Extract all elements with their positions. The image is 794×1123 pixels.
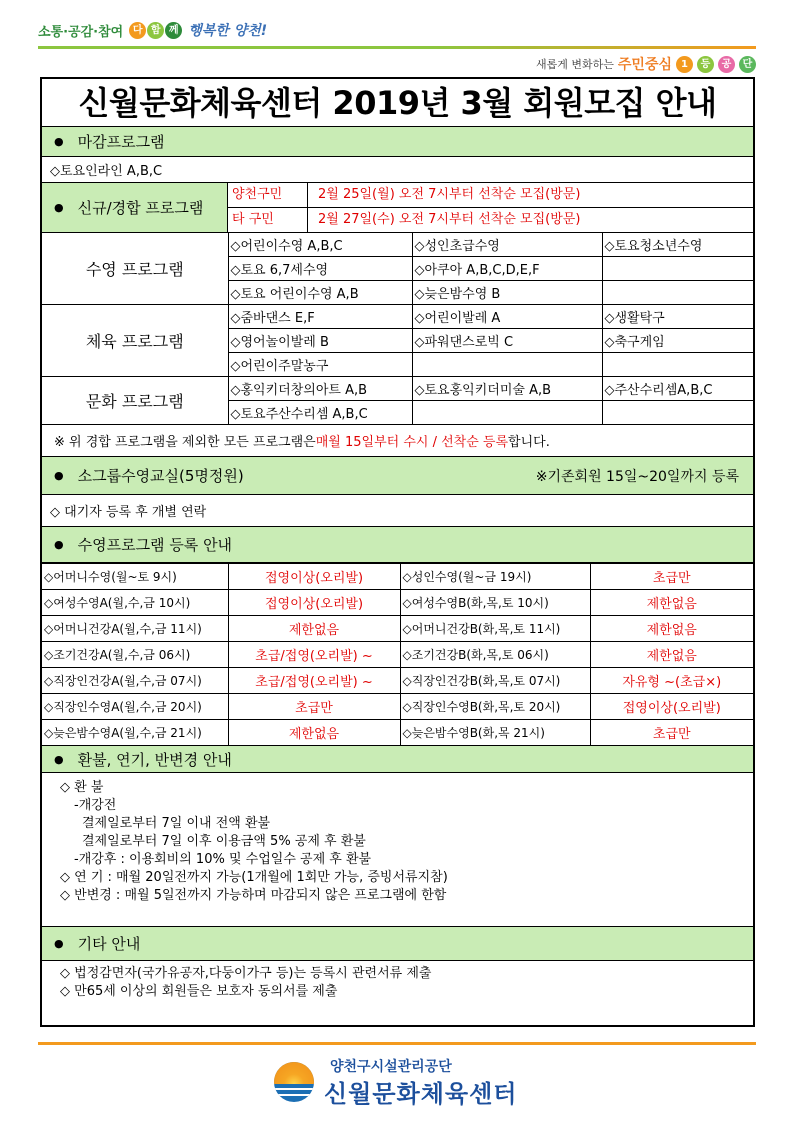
etc-line: ◇ 법정감면자(국가유공자,다둥이가구 등)는 등록시 관련서류 제출 bbox=[60, 966, 432, 981]
swim-class: ◇늦은밤수영A(월,수,금 21시) bbox=[42, 720, 228, 746]
slogan bbox=[38, 18, 267, 42]
bullet-icon: ● bbox=[54, 201, 64, 214]
swim-class: ◇어머니건강B(화,목,토 11시) bbox=[400, 616, 590, 642]
program-cell bbox=[602, 257, 753, 281]
program-cell: ◇주산수리셈A,B,C bbox=[602, 377, 753, 401]
program-row bbox=[42, 377, 753, 401]
swim-row bbox=[42, 564, 753, 590]
swim-class: ◇성인수영(월~금 19시) bbox=[400, 564, 590, 590]
bullet-icon: ● bbox=[54, 752, 64, 766]
new-row-when: 2월 27일(수) 오전 7시부터 선착순 모집(방문) bbox=[318, 212, 581, 227]
swim-class: ◇어머니건강A(월,수,금 11시) bbox=[42, 616, 228, 642]
swim-class: ◇여성수영B(화,목,토 10시) bbox=[400, 590, 590, 616]
slogan-badge-2: 함 bbox=[147, 22, 164, 39]
swim-level: 접영이상(오리발) bbox=[228, 590, 400, 616]
swim-row bbox=[42, 590, 753, 616]
program-cell bbox=[602, 353, 753, 377]
program-cell: ◇토요청소년수영 bbox=[602, 233, 753, 257]
program-cell: ◇늦은밤수영 B bbox=[412, 281, 602, 305]
swim-class: ◇직장인건강A(월,수,금 07시) bbox=[42, 668, 228, 694]
swim-row bbox=[42, 720, 753, 746]
swim-class: ◇직장인수영B(화,목,토 20시) bbox=[400, 694, 590, 720]
smallgroup-note: ※기존회원 15일~20일까지 등록 bbox=[535, 468, 739, 485]
swim-class: ◇여성수영A(월,수,금 10시) bbox=[42, 590, 228, 616]
tagline bbox=[536, 53, 756, 75]
refund-line: ◇ 연 기 : 매월 20일전까지 가능(1개월에 1회만 가능, 증빙서류지참) bbox=[60, 870, 448, 885]
etc-details bbox=[42, 961, 753, 1005]
new-row bbox=[228, 183, 753, 208]
section-smallgroup-title: 소그룹수영교실(5명정원) bbox=[77, 467, 244, 485]
new-row-who: 양천구민 bbox=[228, 183, 308, 207]
swim-class: ◇조기건강B(화,목,토 06시) bbox=[400, 642, 590, 668]
swim-table bbox=[42, 563, 753, 746]
program-cell: ◇어린이발레 A bbox=[412, 305, 602, 329]
program-cell: ◇어린이수영 A,B,C bbox=[228, 233, 412, 257]
footer-divider bbox=[38, 1042, 756, 1045]
program-cell: ◇줌바댄스 E,F bbox=[228, 305, 412, 329]
bullet-icon: ● bbox=[54, 469, 64, 482]
program-row bbox=[42, 305, 753, 329]
refund-line: 결제일로부터 7일 이후 이용금액 5% 공제 후 환불 bbox=[82, 834, 366, 849]
note-highlight: 매월 15일부터 수시 / 선착순 등록 bbox=[315, 435, 509, 450]
program-category: 체육 프로그램 bbox=[42, 305, 228, 377]
program-cell: ◇토요 어린이수영 A,B bbox=[228, 281, 412, 305]
section-etc-header bbox=[42, 927, 753, 961]
etc-line: ◇ 만65세 이상의 회원들은 보호자 동의서를 제출 bbox=[60, 984, 338, 999]
slogan-tail: 행복한 양천! bbox=[188, 23, 268, 39]
section-refund-title: 환불, 연기, 반변경 안내 bbox=[77, 750, 232, 769]
program-cell: ◇아쿠아 A,B,C,D,E,F bbox=[412, 257, 602, 281]
program-cell: ◇생활탁구 bbox=[602, 305, 753, 329]
program-cell bbox=[602, 401, 753, 425]
new-row-when: 2월 25일(월) 오전 7시부터 선착순 모집(방문) bbox=[318, 187, 581, 202]
section-swimreg-title: 수영프로그램 등록 안내 bbox=[77, 536, 233, 554]
refund-details bbox=[42, 773, 753, 927]
program-cell: ◇어린이주말농구 bbox=[228, 353, 412, 377]
program-cell: ◇홍익키더창의아트 A,B bbox=[228, 377, 412, 401]
tagline-badge-4: 단 bbox=[739, 56, 756, 73]
footer bbox=[0, 1052, 794, 1112]
swim-level: 초급만 bbox=[590, 720, 753, 746]
swim-row bbox=[42, 668, 753, 694]
swim-class: ◇어머니수영(월~토 9시) bbox=[42, 564, 228, 590]
note-post: 합니다. bbox=[508, 435, 550, 450]
registration-note bbox=[42, 425, 753, 457]
swim-level: 제한없음 bbox=[228, 720, 400, 746]
swim-row bbox=[42, 642, 753, 668]
center-logo-icon bbox=[274, 1062, 314, 1102]
program-cell: ◇성인초급수영 bbox=[412, 233, 602, 257]
header-divider bbox=[38, 46, 756, 49]
program-category: 문화 프로그램 bbox=[42, 377, 228, 425]
swim-level: 초급만 bbox=[590, 564, 753, 590]
section-closed-title: 마감프로그램 bbox=[77, 133, 165, 151]
new-row-who: 타 구민 bbox=[228, 208, 308, 232]
section-new-header bbox=[42, 183, 228, 232]
swim-class: ◇늦은밤수영B(화,목 21시) bbox=[400, 720, 590, 746]
program-row bbox=[42, 233, 753, 257]
swim-class: ◇직장인건강B(화,목,토 07시) bbox=[400, 668, 590, 694]
program-cell: ◇토요홍익키더미술 A,B bbox=[412, 377, 602, 401]
section-refund-header bbox=[42, 745, 753, 773]
note-pre: ※ 위 경합 프로그램을 제외한 모든 프로그램은 bbox=[54, 435, 316, 450]
tagline-prefix: 새롭게 변화하는 bbox=[536, 58, 614, 71]
program-cell: ◇토요주산수리셈 A,B,C bbox=[228, 401, 412, 425]
slogan-badge-3: 께 bbox=[165, 22, 182, 39]
page-title: 신월문화체육센터 2019년 3월 회원모집 안내 bbox=[42, 79, 753, 127]
program-cell: ◇토요 6,7세수영 bbox=[228, 257, 412, 281]
refund-line: -개강전 bbox=[74, 798, 117, 813]
program-cell: ◇파워댄스로빅 C bbox=[412, 329, 602, 353]
program-cell bbox=[412, 401, 602, 425]
swim-level: 자유형 ~(초급×) bbox=[590, 668, 753, 694]
swim-row bbox=[42, 616, 753, 642]
swim-level: 초급/접영(오리발) ~ bbox=[228, 642, 400, 668]
section-closed-header bbox=[42, 127, 753, 157]
swim-level: 제한없음 bbox=[590, 642, 753, 668]
swim-level: 제한없음 bbox=[590, 590, 753, 616]
footer-org: 양천구시설관리공단 bbox=[330, 1059, 452, 1075]
bullet-icon: ● bbox=[54, 937, 64, 950]
program-cell bbox=[412, 353, 602, 377]
program-cell bbox=[602, 281, 753, 305]
closed-item: ◇토요인라인 A,B,C bbox=[42, 157, 753, 183]
swim-class: ◇조기건강A(월,수,금 06시) bbox=[42, 642, 228, 668]
refund-line: 결제일로부터 7일 이내 전액 환불 bbox=[82, 816, 271, 831]
bullet-icon: ● bbox=[54, 538, 64, 551]
swim-level: 제한없음 bbox=[228, 616, 400, 642]
bullet-icon: ● bbox=[54, 135, 64, 148]
slogan-badge-1: 다 bbox=[129, 22, 146, 39]
notice-box bbox=[40, 77, 755, 1027]
swim-level: 초급/접영(오리발) ~ bbox=[228, 668, 400, 694]
section-swimreg-header bbox=[42, 527, 753, 563]
tagline-main: 주민중심 bbox=[617, 57, 672, 73]
tagline-badge-3: 공 bbox=[718, 56, 735, 73]
tagline-badge-2: 등 bbox=[697, 56, 714, 73]
program-cell: ◇축구게임 bbox=[602, 329, 753, 353]
swim-class: ◇직장인수영A(월,수,금 20시) bbox=[42, 694, 228, 720]
section-new bbox=[42, 183, 753, 233]
swim-level: 제한없음 bbox=[590, 616, 753, 642]
swim-level: 접영이상(오리발) bbox=[228, 564, 400, 590]
swim-row bbox=[42, 694, 753, 720]
footer-center: 신월문화체육센터 bbox=[324, 1080, 518, 1108]
tagline-badge-1: 1 bbox=[676, 56, 693, 73]
program-cell: ◇영어놀이발레 B bbox=[228, 329, 412, 353]
slogan-badge bbox=[129, 22, 182, 39]
section-new-title: 신규/경합 프로그램 bbox=[77, 199, 204, 217]
refund-line: ◇ 반변경 : 매월 5일전까지 가능하며 마감되지 않은 프로그램에 한함 bbox=[60, 888, 447, 903]
section-etc-title: 기타 안내 bbox=[77, 935, 141, 953]
section-smallgroup-header bbox=[42, 457, 753, 495]
slogan-text: 소통·공감·참여 bbox=[38, 24, 124, 40]
new-schedule bbox=[228, 183, 753, 232]
new-row bbox=[228, 208, 753, 232]
program-category: 수영 프로그램 bbox=[42, 233, 228, 305]
smallgroup-item: ◇ 대기자 등록 후 개별 연락 bbox=[42, 495, 753, 527]
refund-line: ◇ 환 불 bbox=[60, 780, 104, 795]
program-table bbox=[42, 232, 753, 425]
swim-level: 초급만 bbox=[228, 694, 400, 720]
swim-level: 접영이상(오리발) bbox=[590, 694, 753, 720]
refund-line: -개강후 : 이용회비의 10% 및 수업일수 공제 후 환불 bbox=[74, 852, 372, 867]
